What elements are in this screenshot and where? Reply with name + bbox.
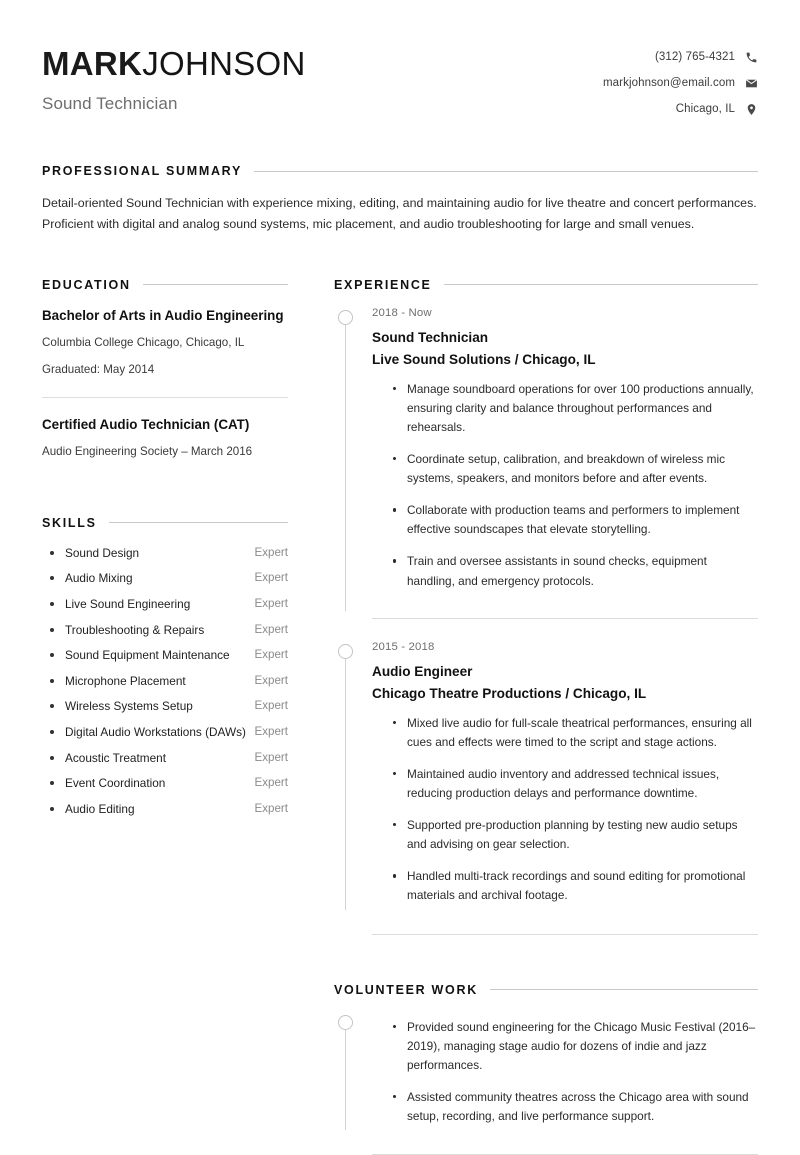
volunteer-bullets bbox=[372, 1018, 758, 1127]
skill-name: Audio Mixing bbox=[65, 571, 133, 586]
bullet-item: Assisted community theatres across the Chicago area with sound setup, recording, and live performance support. bbox=[393, 1088, 758, 1126]
bullet-item: Provided sound engineering for the Chicago Music Festival (2016–2019), managing stage audio for dozens of indie and jazz performances. bbox=[393, 1018, 758, 1075]
bullet-item: Train and oversee assistants in sound checks, equipment handling, and emergency protocols. bbox=[393, 552, 758, 590]
heading-rule bbox=[490, 989, 758, 990]
email-text: markjohnson@email.com bbox=[602, 77, 735, 89]
skills-section-header bbox=[42, 516, 288, 530]
map-pin-icon bbox=[744, 102, 758, 116]
skills-heading: SKILLS bbox=[42, 515, 97, 530]
volunteer-timeline bbox=[334, 1012, 758, 1155]
skill-name: Digital Audio Workstations (DAWs) bbox=[65, 724, 246, 739]
skill-name: Microphone Placement bbox=[65, 673, 186, 688]
experience-role: Sound Technician bbox=[372, 329, 489, 345]
volunteer-heading: VOLUNTEER WORK bbox=[334, 982, 478, 997]
experience-date: 2018 - Now bbox=[372, 306, 432, 319]
bullet-item: Collaborate with production teams and performers to implement effective soundscapes that elevate storytelling. bbox=[393, 501, 758, 539]
skill-level: Expert bbox=[254, 622, 288, 636]
skill-item bbox=[42, 801, 288, 818]
name-block bbox=[42, 44, 306, 114]
bullet-item: Manage soundboard operations for over 100 productions annually, ensuring clarity and balance throughout performances and rehearsals. bbox=[393, 380, 758, 437]
bullet-icon bbox=[50, 679, 54, 683]
contact-phone[interactable] bbox=[603, 50, 758, 64]
skill-item bbox=[42, 673, 288, 690]
first-name: MARK bbox=[42, 45, 143, 82]
contact-email[interactable] bbox=[603, 76, 758, 90]
job-title: Sound Technician bbox=[42, 93, 178, 113]
bullet-item: Mixed live audio for full-scale theatrical performances, ensuring all cues and effects were timed to the script and stage actions. bbox=[393, 714, 758, 752]
skill-name: Acoustic Treatment bbox=[65, 750, 166, 765]
experience-entry bbox=[334, 307, 758, 595]
phone-icon bbox=[744, 50, 758, 64]
skill-item bbox=[42, 545, 288, 562]
experience-heading: EXPERIENCE bbox=[334, 277, 432, 292]
education-degree: Bachelor of Arts in Audio Engineering bbox=[42, 307, 284, 323]
skill-level: Expert bbox=[254, 801, 288, 815]
bullet-item: Maintained audio inventory and addressed technical issues, reducing production delays and performance downtime. bbox=[393, 765, 758, 803]
summary-text: Detail-oriented Sound Technician with experience mixing, editing, and maintaining audio for live theatre and concert performances. Proficient with digital and analog sound systems, mic placement, and audio troubleshooting for large and small venues. bbox=[42, 196, 757, 232]
volunteer-section-header bbox=[334, 983, 758, 997]
experience-date: 2015 - 2018 bbox=[372, 640, 435, 653]
summary-section-header bbox=[42, 164, 758, 178]
bullet-icon bbox=[50, 756, 54, 760]
bullet-icon bbox=[50, 628, 54, 632]
education-entry bbox=[42, 307, 288, 380]
skill-name: Sound Equipment Maintenance bbox=[65, 648, 230, 663]
professional-summary-section bbox=[42, 164, 758, 236]
bullet-icon bbox=[50, 704, 54, 708]
phone-text: (312) 765-4321 bbox=[654, 51, 735, 63]
skill-level: Expert bbox=[254, 699, 288, 713]
bullet-icon bbox=[50, 602, 54, 606]
location-text: Chicago, IL bbox=[675, 103, 735, 115]
skill-item bbox=[42, 647, 288, 664]
skill-level: Expert bbox=[254, 545, 288, 559]
experience-section-header bbox=[334, 278, 758, 292]
heading-rule bbox=[143, 284, 288, 285]
experience-entry bbox=[334, 641, 758, 910]
experience-company: Live Sound Solutions / Chicago, IL bbox=[372, 351, 596, 367]
bullet-item: Supported pre-production planning by testing new audio setups and advising on gear selection. bbox=[393, 816, 758, 854]
skill-name: Audio Editing bbox=[65, 801, 135, 816]
full-name bbox=[42, 46, 306, 83]
volunteer-entry bbox=[334, 1012, 758, 1131]
timeline-marker-icon bbox=[338, 310, 353, 325]
bullet-icon bbox=[50, 576, 54, 580]
skill-item bbox=[42, 750, 288, 767]
timeline-line bbox=[345, 1022, 346, 1131]
bullet-icon bbox=[50, 781, 54, 785]
last-name: JOHNSON bbox=[142, 45, 306, 82]
contact-info bbox=[603, 44, 758, 116]
skill-level: Expert bbox=[254, 724, 288, 738]
contact-location[interactable] bbox=[603, 102, 758, 116]
left-column bbox=[42, 278, 288, 827]
timeline-marker-icon bbox=[338, 644, 353, 659]
right-column bbox=[334, 278, 758, 1155]
volunteer-section bbox=[334, 983, 758, 1155]
bullet-icon bbox=[50, 730, 54, 734]
bullet-icon bbox=[50, 551, 54, 555]
skill-name: Troubleshooting & Repairs bbox=[65, 622, 205, 637]
experience-section-divider bbox=[372, 934, 758, 935]
skills-section bbox=[42, 516, 288, 818]
heading-rule bbox=[444, 284, 758, 285]
bullet-icon bbox=[50, 653, 54, 657]
education-section-header bbox=[42, 278, 288, 292]
skill-name: Sound Design bbox=[65, 545, 140, 560]
body-columns bbox=[42, 278, 758, 1155]
skill-level: Expert bbox=[254, 673, 288, 687]
envelope-icon bbox=[744, 76, 758, 90]
education-section bbox=[42, 278, 288, 472]
experience-entry-divider bbox=[372, 618, 758, 619]
education-degree: Certified Audio Technician (CAT) bbox=[42, 416, 250, 432]
experience-bullets bbox=[372, 714, 758, 906]
bullet-item: Handled multi-track recordings and sound editing for promotional materials and archival footage. bbox=[393, 867, 758, 905]
education-school: Audio Engineering Society – March 2016 bbox=[42, 445, 253, 459]
skill-name: Wireless Systems Setup bbox=[65, 699, 193, 714]
bullet-icon bbox=[50, 807, 54, 811]
education-school: Columbia College Chicago, Chicago, IL bbox=[42, 336, 245, 350]
skill-item bbox=[42, 622, 288, 639]
skill-item bbox=[42, 724, 288, 741]
heading-rule bbox=[109, 522, 288, 523]
timeline-line bbox=[345, 317, 346, 611]
summary-heading: PROFESSIONAL SUMMARY bbox=[42, 164, 242, 178]
education-entry bbox=[42, 416, 288, 472]
education-divider bbox=[42, 397, 288, 398]
skill-level: Expert bbox=[254, 750, 288, 764]
skill-name: Live Sound Engineering bbox=[65, 597, 191, 612]
timeline-marker-icon bbox=[338, 1015, 353, 1030]
skill-level: Expert bbox=[254, 776, 288, 790]
bullet-item: Coordinate setup, calibration, and breakdown of wireless mic systems, speakers, and monitors before and after events. bbox=[393, 450, 758, 488]
skill-item bbox=[42, 596, 288, 613]
timeline-line bbox=[345, 651, 346, 910]
education-heading: EDUCATION bbox=[42, 277, 131, 292]
education-date: Graduated: May 2014 bbox=[42, 362, 155, 376]
skill-item bbox=[42, 775, 288, 792]
skill-name: Event Coordination bbox=[65, 776, 166, 791]
heading-rule bbox=[254, 171, 758, 172]
skill-item bbox=[42, 570, 288, 587]
skill-level: Expert bbox=[254, 597, 288, 611]
resume-header bbox=[42, 36, 758, 116]
experience-timeline bbox=[334, 307, 758, 935]
skill-level: Expert bbox=[254, 571, 288, 585]
skill-item bbox=[42, 698, 288, 715]
experience-section bbox=[334, 278, 758, 935]
experience-company: Chicago Theatre Productions / Chicago, IL bbox=[372, 685, 647, 701]
experience-role: Audio Engineer bbox=[372, 663, 473, 679]
skill-level: Expert bbox=[254, 648, 288, 662]
experience-bullets bbox=[372, 380, 758, 591]
